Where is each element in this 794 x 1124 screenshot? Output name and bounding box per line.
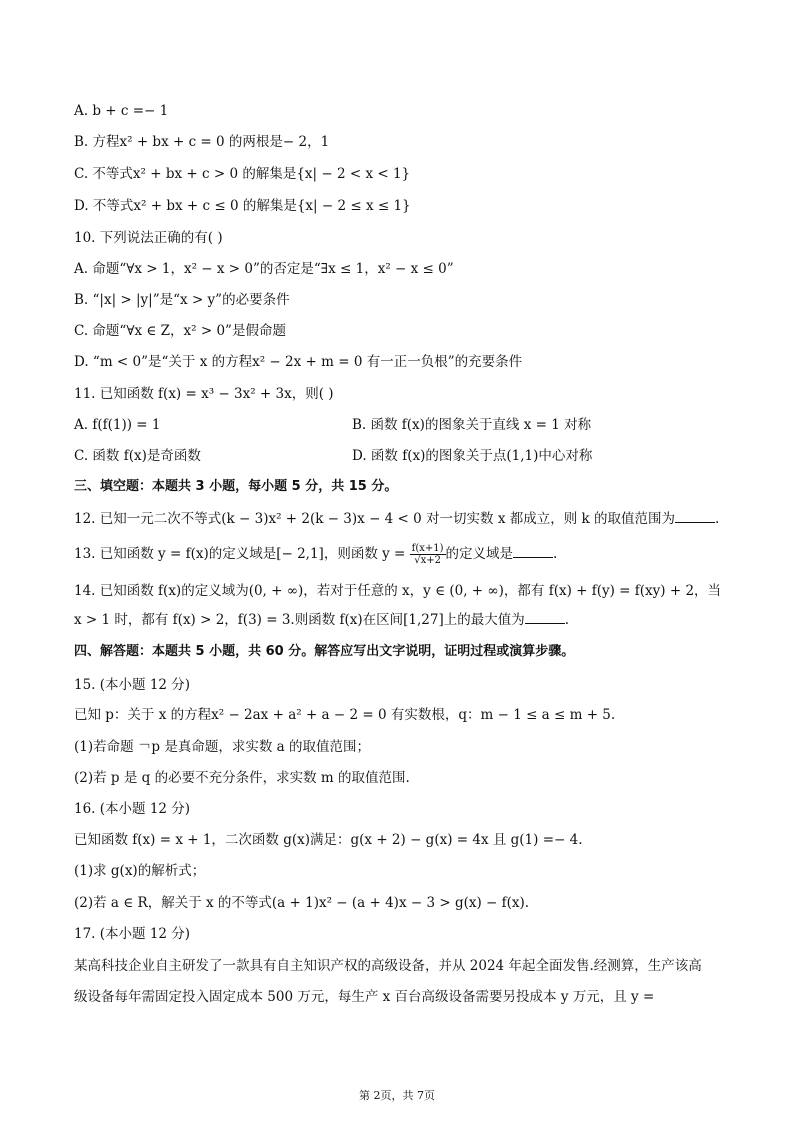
q14-line-2: x > 1 时，都有 f(x) > 2，f(3) = 3.则函数 f(x)在区间[1,27]上的最大值为 .: [74, 612, 570, 628]
answer-blank: [675, 510, 715, 523]
q17-stem-line-2: 级设备每年需固定投入固定成本 500 万元，每生产 x 百台高级设备需要另投成本 y 万元，且 y =: [74, 989, 655, 1005]
q17-stem-line-1: 某高科技企业自主研发了一款具有自主知识产权的高级设备，并从 2024 年起全面发售.经测算，生产该高: [74, 958, 702, 974]
fraction-numerator: f(x+1): [411, 543, 444, 554]
q15-part-1: (1)若命题 ￢p 是真命题，求实数 a 的取值范围；: [74, 739, 370, 755]
q14-stem: x > 1 时，都有 f(x) > 2，f(3) = 3.则函数 f(x)在区间[1,27]上的最大值为: [74, 612, 525, 628]
q11-stem: 11. 已知函数 f(x) = x³ − 3x² + 3x，则( ): [74, 386, 334, 402]
q16-part-2: (2)若 a ∈ R，解关于 x 的不等式(a + 1)x² − (a + 4)x − 3 > g(x) − f(x).: [74, 895, 530, 911]
q16-stem: 已知函数 f(x) = x + 1，二次函数 g(x)满足：g(x + 2) − g(x) = 4x 且 g(1) =− 4.: [74, 832, 583, 848]
q11-option-c: C. 函数 f(x)是奇函数: [74, 448, 201, 464]
q10-option-b: B. “|x| > |y|”是“x > y”的必要条件: [74, 292, 290, 308]
q13-pre: 13. 已知函数 y = f(x)的定义域是[− 2,1]，则函数 y =: [74, 546, 406, 562]
q9-option-d: D. 不等式x² + bx + c ≤ 0 的解集是{x| − 2 ≤ x ≤ 1}: [74, 198, 411, 214]
fraction-denominator: √x+2: [414, 555, 441, 566]
section-3-heading: 三、填空题：本题共 3 小题，每小题 5 分，共 15 分。: [74, 479, 398, 494]
q15-title: 15. (本小题 12 分): [74, 677, 191, 693]
page-footer: 第 2页，共 7页: [359, 1089, 435, 1102]
answer-blank: [513, 545, 553, 558]
q11-option-a: A. f(f(1)) = 1: [74, 417, 161, 433]
q13-fraction: [410, 543, 446, 566]
q9-option-a: A. b + c =− 1: [74, 103, 169, 119]
q16-title: 16. (本小题 12 分): [74, 801, 191, 817]
q10-option-c: C. 命题“∀x ∈ Z，x² > 0”是假命题: [74, 323, 286, 339]
q15-stem: 已知 p：关于 x 的方程x² − 2ax + a² + a − 2 = 0 有实数根，q：m − 1 ≤ a ≤ m + 5.: [74, 707, 616, 723]
q11-option-d: D. 函数 f(x)的图象关于点(1,1)中心对称: [352, 448, 593, 464]
q13-text: 13. 已知函数 y = f(x)的定义域是[− 2,1]，则函数 y = $\frac{f(x+1)}{√x+2}$ 的定义域是 .: [74, 543, 558, 566]
q12-text: 12. 已知一元二次不等式(k − 3)x² + 2(k − 3)x − 4 < 0 对一切实数 x 都成立，则 k 的取值范围为 .: [74, 511, 720, 527]
q9-option-b: B. 方程x² + bx + c = 0 的两根是− 2，1: [74, 134, 330, 150]
q10-stem: 10. 下列说法正确的有( ): [74, 230, 223, 246]
answer-blank: [525, 611, 565, 624]
q15-part-2: (2)若 p 是 q 的必要不充分条件，求实数 m 的取值范围.: [74, 770, 410, 786]
q13-post: 的定义域是: [445, 546, 514, 562]
q9-option-c: C. 不等式x² + bx + c > 0 的解集是{x| − 2 < x < 1}: [74, 166, 411, 182]
q12-stem: 12. 已知一元二次不等式(k − 3)x² + 2(k − 3)x − 4 < 0 对一切实数 x 都成立，则 k 的取值范围为: [74, 511, 675, 527]
q10-option-d: D. “m < 0”是“关于 x 的方程x² − 2x + m = 0 有一正一负根”的充要条件: [74, 354, 523, 370]
section-4-heading: 四、解答题：本题共 5 小题，共 60 分。解答应写出文字说明，证明过程或演算步骤。: [74, 644, 575, 659]
q10-option-a: A. 命题“∀x > 1，x² − x > 0”的否定是“∃x ≤ 1，x² − x ≤ 0”: [74, 261, 454, 277]
q14-line-1: 14. 已知函数 f(x)的定义域为(0, + ∞)，若对于任意的 x，y ∈ (0, + ∞)，都有 f(x) + f(y) = f(xy) + 2，当: [74, 583, 722, 599]
q16-part-1: (1)求 g(x)的解析式；: [74, 863, 206, 879]
q11-option-b: B. 函数 f(x)的图象关于直线 x = 1 对称: [352, 417, 592, 433]
q17-title: 17. (本小题 12 分): [74, 926, 191, 942]
